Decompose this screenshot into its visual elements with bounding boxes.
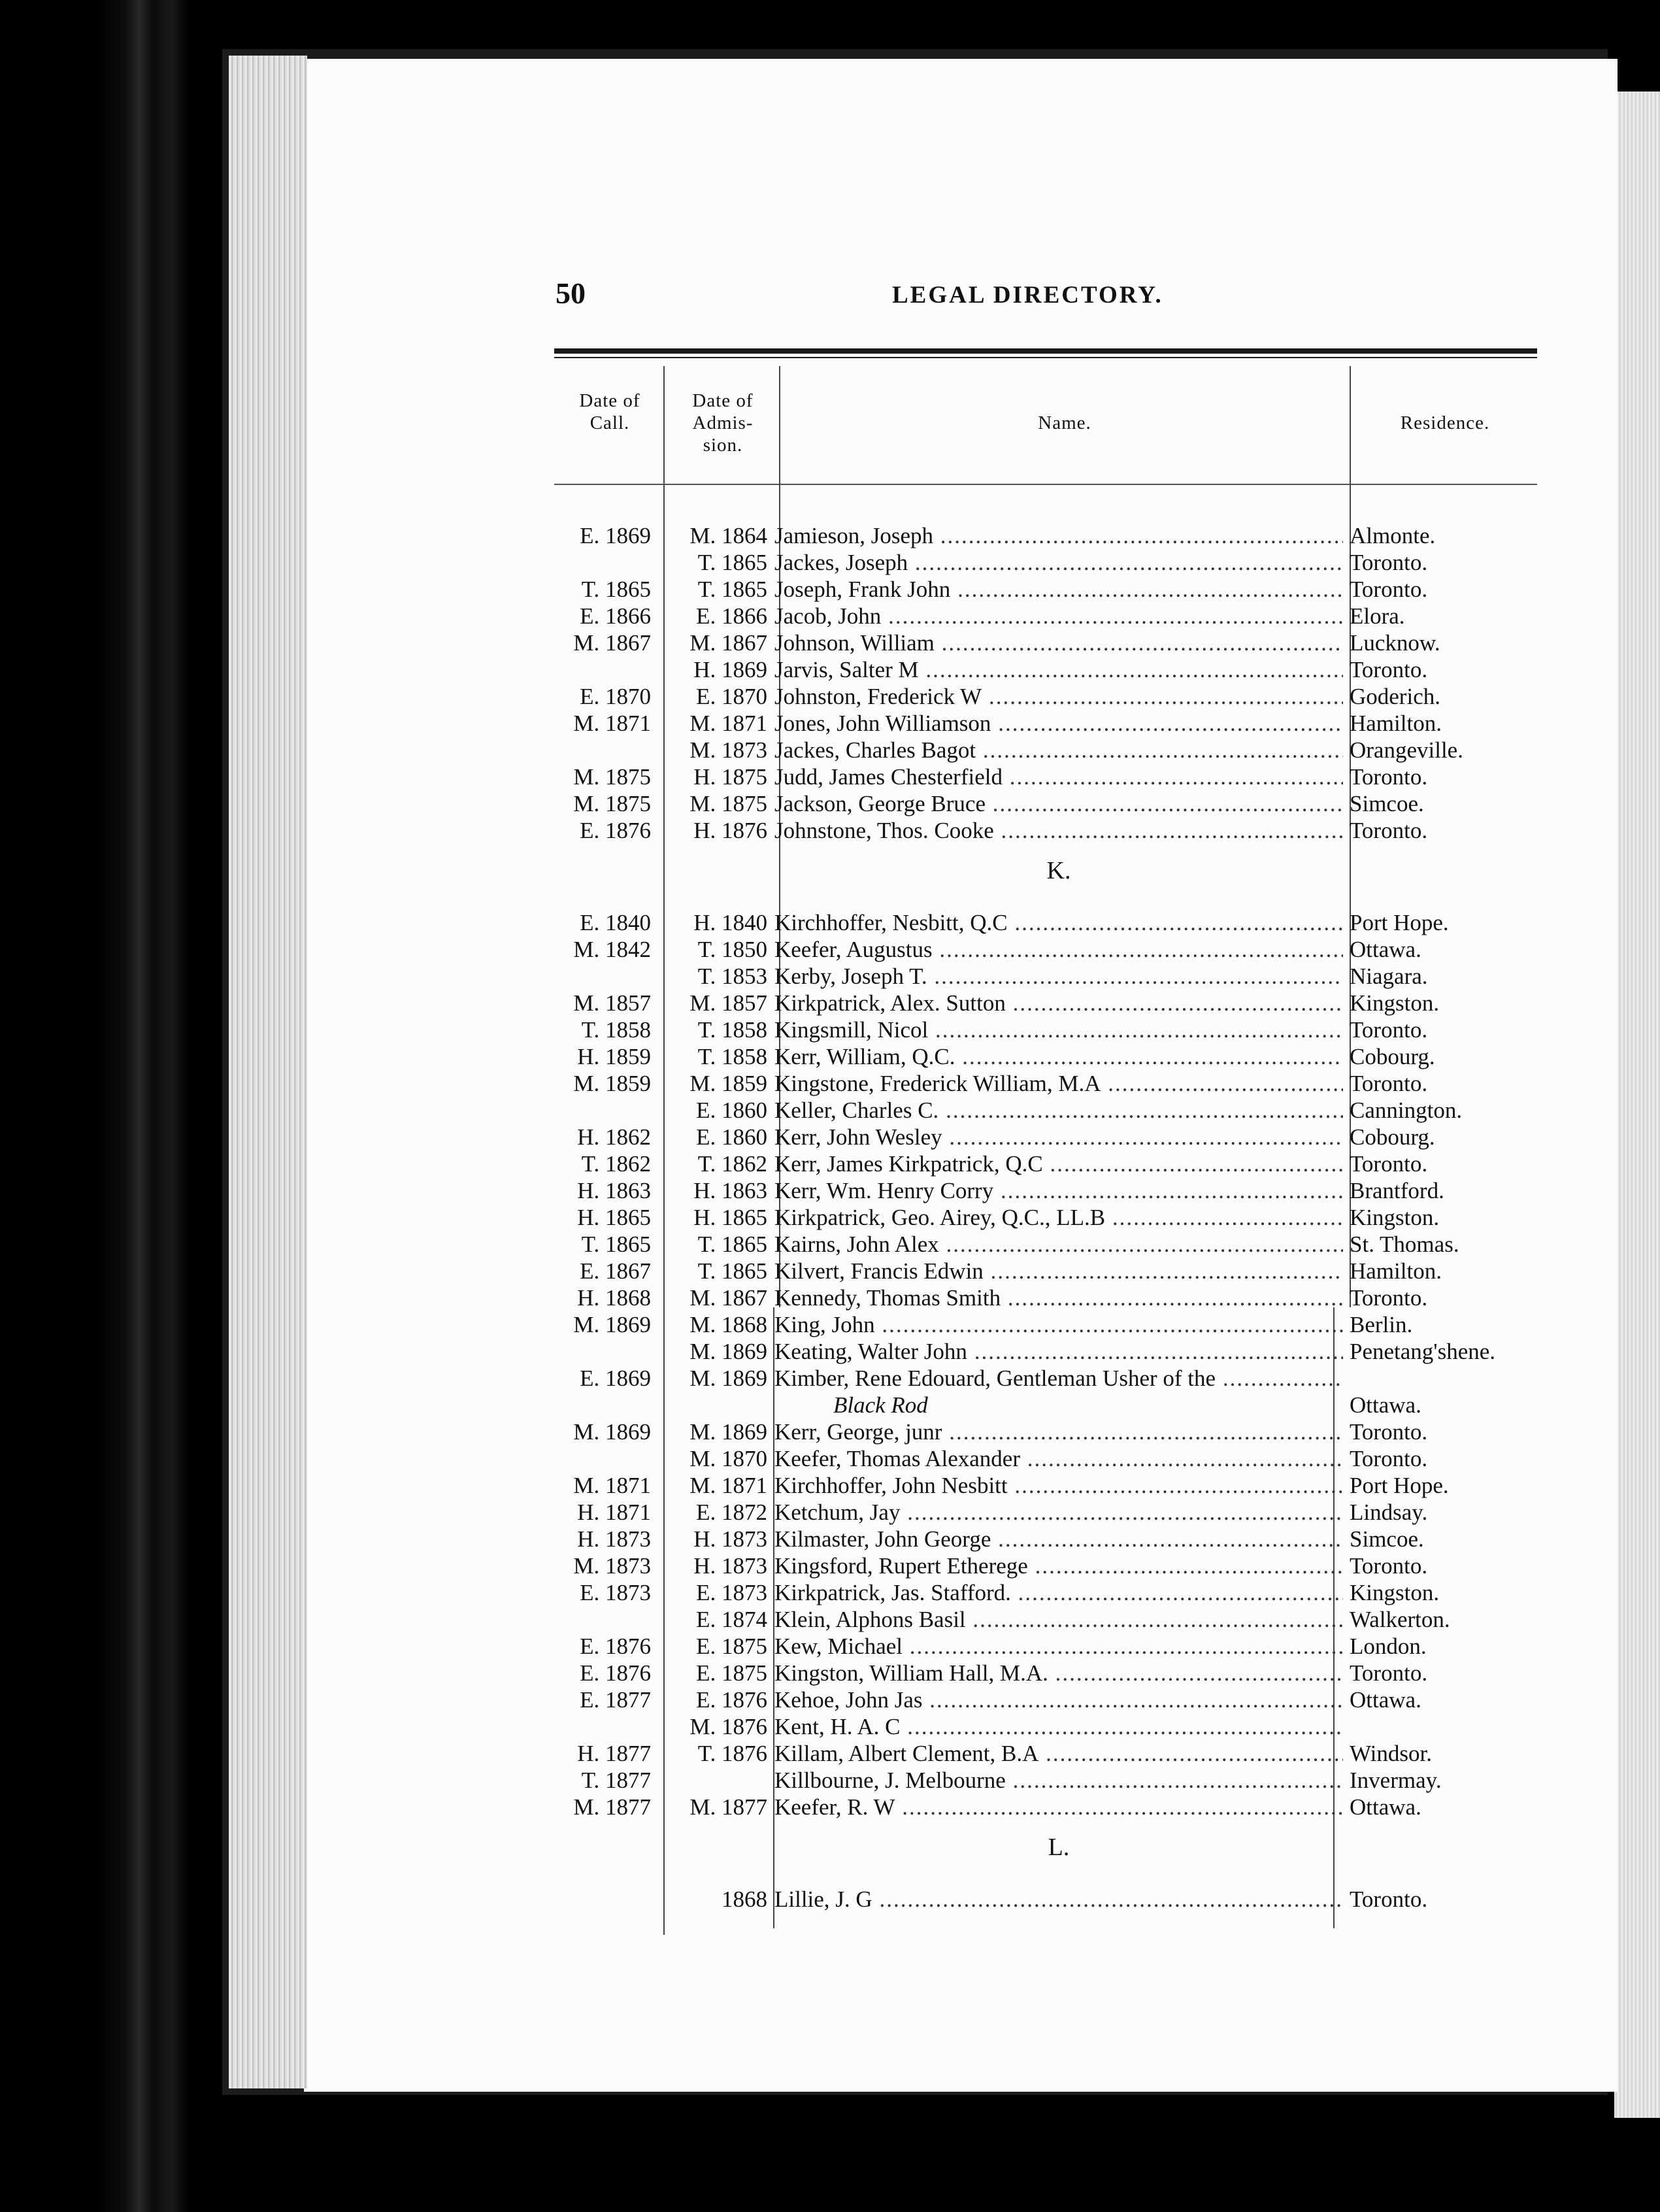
entry-name: Killam, Albert Clement, B.A ..... (774, 1741, 1343, 1767)
call-date: E. 1876 (580, 818, 651, 843)
call-date: M. 1869 (573, 1312, 651, 1337)
entry-name: Kerr, James Kirkpatrick, Q.C ..... (774, 1151, 1343, 1177)
entry-name: Kirchhoffer, John Nesbitt ..... (774, 1473, 1343, 1499)
column-header-residence: Residence. (1400, 412, 1490, 433)
entry-name: Jacob, John ..... (774, 603, 1343, 629)
admission-date: T. 1865 (697, 577, 767, 602)
directory-entry (0, 1768, 1660, 1794)
entry-residence: Walkerton. (1350, 1607, 1450, 1632)
admission-date: T. 1853 (697, 964, 767, 989)
directory-entry (0, 1607, 1660, 1633)
entry-name: Kimber, Rene Edouard, Gentleman Usher of the ..... (774, 1366, 1343, 1392)
admission-date: M. 1864 (689, 523, 767, 548)
entry-name: Johnston, Frederick W ..... (774, 684, 1343, 710)
entry-name: Kirkpatrick, Alex. Sutton ..... (774, 990, 1343, 1016)
admission-date: H. 1869 (693, 657, 767, 682)
column-header-name: Name. (1038, 412, 1091, 433)
entry-name: Kent, H. A. C ..... (774, 1714, 1343, 1740)
call-date: T. 1877 (581, 1768, 651, 1793)
entry-residence: London. (1350, 1634, 1427, 1659)
entry-name: Ketchum, Jay ..... (774, 1500, 1343, 1526)
admission-date: H. 1875 (693, 764, 767, 790)
entry-residence: Ottawa. (1350, 1392, 1421, 1418)
page-number: 50 (556, 276, 586, 310)
entry-residence: Toronto. (1350, 1446, 1428, 1471)
entry-residence: Windsor. (1350, 1741, 1432, 1766)
call-date: M. 1871 (573, 711, 651, 736)
admission-date: T. 1865 (697, 550, 767, 575)
directory-entry (0, 764, 1660, 790)
admission-date: E. 1860 (696, 1124, 767, 1150)
directory-entry (0, 1017, 1660, 1043)
admission-date: E. 1876 (696, 1687, 767, 1713)
call-date: M. 1873 (573, 1553, 651, 1579)
entry-name: Johnson, William ..... (774, 630, 1343, 656)
call-date: T. 1862 (581, 1151, 651, 1177)
admission-date: M. 1871 (689, 1473, 767, 1498)
call-date: H. 1877 (577, 1741, 651, 1766)
entry-name: Judd, James Chesterfield ..... (774, 764, 1343, 790)
call-date: E. 1869 (580, 1366, 651, 1391)
entry-residence: Simcoe. (1350, 1526, 1424, 1552)
directory-entry (0, 1526, 1660, 1552)
entry-name: Jones, John Williamson ..... (774, 711, 1343, 737)
entry-residence: Lucknow. (1350, 630, 1440, 656)
admission-date: H. 1863 (693, 1178, 767, 1203)
entry-residence: Cobourg. (1350, 1044, 1435, 1069)
directory-entry (0, 711, 1660, 737)
call-date: H. 1859 (577, 1044, 651, 1069)
entry-name: Kairns, John Alex ..... (774, 1232, 1343, 1258)
admission-date: H. 1865 (693, 1205, 767, 1230)
entry-residence: Penetang'shene. (1350, 1339, 1496, 1364)
entry-residence: Kingston. (1350, 1580, 1440, 1605)
call-date: H. 1865 (577, 1205, 651, 1230)
entry-residence: Toronto. (1350, 818, 1428, 843)
admission-date: T. 1865 (697, 1232, 767, 1257)
column-header-line: Call. (589, 412, 630, 433)
directory-entry (0, 630, 1660, 656)
admission-date: M. 1867 (689, 630, 767, 656)
entry-name: Kerr, John Wesley ..... (774, 1124, 1343, 1150)
entry-residence: Toronto. (1350, 1886, 1428, 1912)
entry-residence: Toronto. (1350, 1017, 1428, 1043)
admission-date: T. 1865 (697, 1258, 767, 1284)
admission-date: M. 1870 (689, 1446, 767, 1471)
entry-name: Jackes, Joseph ..... (774, 550, 1343, 576)
admission-date: M. 1869 (689, 1339, 767, 1364)
column-header-line: Date of (692, 390, 754, 411)
entry-residence: Goderich. (1350, 684, 1440, 709)
call-date: M. 1857 (573, 990, 651, 1016)
directory-entry (0, 1178, 1660, 1204)
call-date: E. 1867 (580, 1258, 651, 1284)
entry-name: Kehoe, John Jas ..... (774, 1687, 1343, 1713)
entry-residence: Toronto. (1350, 1419, 1428, 1445)
entry-residence: Hamilton. (1350, 1258, 1442, 1284)
entry-name: King, John ..... (774, 1312, 1343, 1338)
entry-name: Black Rod (833, 1392, 928, 1418)
entry-name: Kerr, William, Q.C. ..... (774, 1044, 1343, 1070)
entry-residence: Orangeville. (1350, 737, 1463, 763)
entry-name: Kingston, William Hall, M.A. ..... (774, 1660, 1343, 1686)
directory-entry (0, 1714, 1660, 1740)
directory-entry (0, 964, 1660, 990)
directory-entry (0, 1553, 1660, 1579)
admission-date: T. 1858 (697, 1017, 767, 1043)
entry-name: Joseph, Frank John ..... (774, 577, 1343, 603)
entry-name: Kennedy, Thomas Smith ..... (774, 1285, 1343, 1311)
section-letter: L. (1048, 1834, 1070, 1861)
directory-entry (0, 1886, 1660, 1913)
directory-entry (0, 1392, 1660, 1418)
admission-date: M. 1867 (689, 1285, 767, 1311)
call-date: M. 1877 (573, 1794, 651, 1820)
directory-entry (0, 1205, 1660, 1231)
admission-date: M. 1859 (689, 1071, 767, 1096)
admission-date: M. 1869 (689, 1419, 767, 1445)
entry-residence: Toronto. (1350, 550, 1428, 575)
entry-name: Jamieson, Joseph ..... (774, 523, 1343, 549)
directory-entry (0, 1500, 1660, 1526)
admission-date: E. 1874 (696, 1607, 767, 1632)
entry-name: Jackes, Charles Bagot ..... (774, 737, 1343, 763)
admission-date: T. 1850 (697, 937, 767, 962)
section-letter: K. (1046, 857, 1071, 884)
call-date: M. 1871 (573, 1473, 651, 1498)
admission-date: M. 1871 (689, 711, 767, 736)
call-date: T. 1858 (581, 1017, 651, 1043)
directory-entry (0, 1285, 1660, 1311)
call-date: T. 1865 (581, 577, 651, 602)
entry-residence: Invermay. (1350, 1768, 1442, 1793)
admission-date: T. 1876 (697, 1741, 767, 1766)
entry-name: Kingsmill, Nicol ..... (774, 1017, 1343, 1043)
directory-entry (0, 1580, 1660, 1606)
admission-date: E. 1875 (696, 1634, 767, 1659)
admission-date: E. 1870 (696, 684, 767, 709)
entry-residence: Port Hope. (1350, 1473, 1449, 1498)
entry-name: Keating, Walter John ..... (774, 1339, 1343, 1365)
entry-residence: Almonte. (1350, 523, 1436, 548)
entry-name: Kirkpatrick, Geo. Airey, Q.C., LL.B ..... (774, 1205, 1343, 1231)
entry-residence: Ottawa. (1350, 937, 1421, 962)
directory-entry (0, 818, 1660, 844)
call-date: T. 1865 (581, 1232, 651, 1257)
call-date: H. 1868 (577, 1285, 651, 1311)
directory-entry (0, 1044, 1660, 1070)
entry-name: Lillie, J. G ..... (774, 1886, 1343, 1913)
entry-name: Kingsford, Rupert Etherege ..... (774, 1553, 1343, 1579)
admission-date: T. 1862 (697, 1151, 767, 1177)
entry-name: Kingstone, Frederick William, M.A ..... (774, 1071, 1343, 1097)
entry-residence: Cannington. (1350, 1098, 1463, 1123)
directory-entry (0, 990, 1660, 1016)
call-date: M. 1875 (573, 791, 651, 816)
call-date: M. 1867 (573, 630, 651, 656)
directory-entry (0, 1634, 1660, 1660)
call-date: M. 1869 (573, 1419, 651, 1445)
directory-entry (0, 1419, 1660, 1445)
entry-residence: Toronto. (1350, 577, 1428, 602)
call-date: H. 1863 (577, 1178, 651, 1203)
entry-name: Kilmaster, John George ..... (774, 1526, 1343, 1552)
entry-residence: Toronto. (1350, 657, 1428, 682)
call-date: H. 1862 (577, 1124, 651, 1150)
entry-residence: Berlin. (1350, 1312, 1413, 1337)
entry-residence: Kingston. (1350, 990, 1440, 1016)
admission-date: H. 1873 (693, 1553, 767, 1579)
entry-residence: St. Thomas. (1350, 1232, 1459, 1257)
admission-date: M. 1869 (689, 1366, 767, 1391)
admission-date: E. 1875 (696, 1660, 767, 1686)
entry-name: Keefer, R. W ..... (774, 1794, 1343, 1820)
running-head: LEGAL DIRECTORY. (892, 282, 1163, 309)
admission-date: M. 1877 (689, 1794, 767, 1820)
column-header-line: Admis- (692, 412, 754, 433)
admission-date: E. 1866 (696, 603, 767, 629)
entry-name: Jarvis, Salter M ..... (774, 657, 1343, 683)
entry-residence: Niagara. (1350, 964, 1428, 989)
directory-entry (0, 603, 1660, 629)
call-date: E. 1876 (580, 1660, 651, 1686)
entry-residence: Ottawa. (1350, 1687, 1421, 1713)
admission-date: E. 1860 (696, 1098, 767, 1123)
entry-residence: Toronto. (1350, 1071, 1428, 1096)
admission-date: M. 1875 (689, 791, 767, 816)
directory-entry (0, 1687, 1660, 1713)
admission-date: M. 1857 (689, 990, 767, 1016)
admission-date: E. 1872 (696, 1500, 767, 1525)
admission-date: M. 1873 (689, 737, 767, 763)
admission-date: E. 1873 (696, 1580, 767, 1605)
directory-entry (0, 1660, 1660, 1686)
directory-entry (0, 1124, 1660, 1150)
directory-entry (0, 1339, 1660, 1365)
call-date: E. 1840 (580, 910, 651, 935)
directory-entry (0, 1741, 1660, 1767)
entry-residence: Toronto. (1350, 1151, 1428, 1177)
admission-date: M. 1876 (689, 1714, 767, 1739)
directory-entry (0, 1794, 1660, 1820)
admission-date: H. 1873 (693, 1526, 767, 1552)
entry-name: Kerr, George, junr ..... (774, 1419, 1343, 1445)
entry-name: Killbourne, J. Melbourne ..... (774, 1768, 1343, 1794)
directory-entry (0, 1098, 1660, 1124)
entry-name: Kirchhoffer, Nesbitt, Q.C ..... (774, 910, 1343, 936)
directory-entry (0, 1446, 1660, 1472)
entry-name: Keller, Charles C. ..... (774, 1098, 1343, 1124)
column-header-line: Date of (579, 390, 640, 411)
directory-entry (0, 791, 1660, 817)
directory-entry (0, 550, 1660, 576)
entry-name: Kirkpatrick, Jas. Stafford. ..... (774, 1580, 1343, 1606)
directory-entry (0, 1366, 1660, 1392)
entry-residence: Hamilton. (1350, 711, 1442, 736)
entry-residence: Toronto. (1350, 1660, 1428, 1686)
call-date: E. 1873 (580, 1580, 651, 1605)
entry-residence: Port Hope. (1350, 910, 1449, 935)
call-date: E. 1876 (580, 1634, 651, 1659)
directory-entry (0, 577, 1660, 603)
entry-residence: Kingston. (1350, 1205, 1440, 1230)
admission-date: M. 1868 (689, 1312, 767, 1337)
entry-name: Klein, Alphons Basil ..... (774, 1607, 1343, 1633)
entry-residence: Brantford. (1350, 1178, 1444, 1203)
entry-residence: Toronto. (1350, 1553, 1428, 1579)
admission-date: T. 1858 (697, 1044, 767, 1069)
directory-entry (0, 937, 1660, 963)
entry-name: Johnstone, Thos. Cooke ..... (774, 818, 1343, 844)
entry-name: Kerby, Joseph T. ..... (774, 964, 1343, 990)
entry-name: Kerr, Wm. Henry Corry ..... (774, 1178, 1343, 1204)
directory-entry (0, 737, 1660, 763)
entry-name: Keefer, Thomas Alexander ..... (774, 1446, 1343, 1472)
entry-residence: Cobourg. (1350, 1124, 1435, 1150)
entry-residence: Toronto. (1350, 1285, 1428, 1311)
entry-residence: Toronto. (1350, 764, 1428, 790)
admission-date: H. 1876 (693, 818, 767, 843)
call-date: M. 1859 (573, 1071, 651, 1096)
entry-name: Kilvert, Francis Edwin ..... (774, 1258, 1343, 1284)
directory-entry (0, 684, 1660, 710)
entry-residence: Ottawa. (1350, 1794, 1421, 1820)
call-date: H. 1871 (577, 1500, 651, 1525)
directory-entry (0, 1258, 1660, 1284)
call-date: M. 1842 (573, 937, 651, 962)
directory-entry (0, 910, 1660, 936)
call-date: M. 1875 (573, 764, 651, 790)
directory-entry (0, 523, 1660, 549)
call-date: H. 1873 (577, 1526, 651, 1552)
call-date: E. 1866 (580, 603, 651, 629)
directory-entry (0, 657, 1660, 683)
call-date: E. 1877 (580, 1687, 651, 1713)
call-date: E. 1869 (580, 523, 651, 548)
directory-entry (0, 1473, 1660, 1499)
directory-entry (0, 1312, 1660, 1338)
column-header-line: sion. (703, 435, 743, 456)
entry-residence: Simcoe. (1350, 791, 1424, 816)
admission-date: H. 1840 (693, 910, 767, 935)
entry-residence: Lindsay. (1350, 1500, 1428, 1525)
directory-entry (0, 1232, 1660, 1258)
call-date: E. 1870 (580, 684, 651, 709)
admission-date: 1868 (722, 1886, 767, 1912)
directory-entry (0, 1151, 1660, 1177)
entry-name: Jackson, George Bruce ..... (774, 791, 1343, 817)
directory-entry (0, 1071, 1660, 1097)
entry-residence: Elora. (1350, 603, 1405, 629)
entry-name: Keefer, Augustus ..... (774, 937, 1343, 963)
entry-name: Kew, Michael ..... (774, 1634, 1343, 1660)
